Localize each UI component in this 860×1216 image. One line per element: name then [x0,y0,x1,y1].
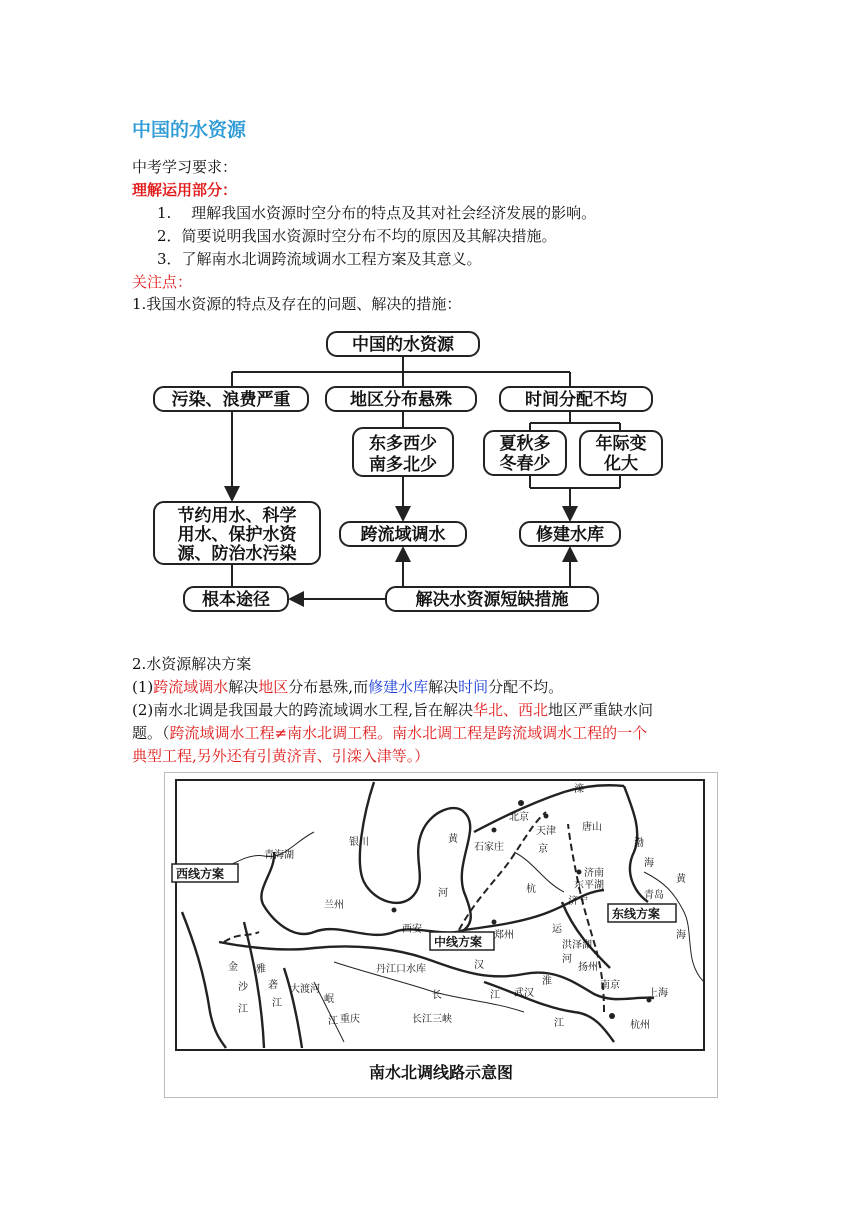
map-yinchuan: 银川 [349,837,369,848]
map-hai: 海 [644,858,654,869]
diagram-fundamental: 根本途径 [202,590,270,610]
map-chang: 长 [432,990,442,1001]
map-shijiazhuang: 石家庄 [474,842,504,853]
understand-heading: 理解运用部分： [132,181,238,199]
map-ya: 雅 [256,964,266,975]
map-qinghai: 青海湖 [264,850,294,861]
diagram-save-2: 用水、保护水资 [177,525,297,545]
diagram-eastwest-1: 东多西少 [369,434,437,454]
p1-a: (1) [132,678,154,696]
requirement-item: 2．简要说明我国水资源时空分布不均的原因及其解决措施。 [157,227,557,245]
map-shanghai: 上海 [648,988,668,999]
map-he: 河 [438,888,448,899]
p1-d: 地区 [258,678,289,696]
map-yangzhou: 扬州 [578,962,598,973]
diagram-summer-1: 夏秋多 [499,434,551,454]
solution-paragraph-2-line-3: 典型工程,另外还有引黄济青、引滦入津等。） [132,747,430,765]
solution-paragraph-2-line-1 [132,699,653,721]
page-title: 中国的水资源 [132,119,247,141]
map-jing: 京 [538,844,548,855]
map-huang2: 黄 [676,874,686,885]
map-luan: 滦 [574,784,584,795]
map-sha: 沙 [238,982,248,993]
diagram-eastwest-2: 南多北少 [369,455,437,475]
map-hangzhou: 杭州 [630,1020,650,1031]
p2-d: 题。（ [132,724,170,742]
p1-i: 分配不均。 [488,678,564,696]
map-qingdao: 青岛 [644,890,664,901]
requirement-item: 3．了解南水北调跨流域调水工程方案及其意义。 [157,250,482,268]
map-hai2: 海 [676,930,686,941]
focus-heading: 关注点： [132,273,193,291]
p1-f: 修建水库 [368,678,429,696]
map-zhengzhou: 郑州 [494,930,514,941]
p1-b: 跨流域调水 [153,678,229,696]
diagram-summer-2: 冬春少 [499,454,551,474]
map-jiang2: 江 [238,1004,248,1015]
map-east-route: 东线方案 [612,907,661,921]
map-dadu: 大渡河 [290,984,320,995]
diagram-reservoir: 修建水库 [536,525,604,545]
diagram-pollution: 污染、浪费严重 [171,390,291,410]
diagram-transfer: 跨流域调水 [360,525,446,545]
p2-e: 跨流域调水工程≠南水北调工程。南水北调工程是跨流域调水工程的一个 [169,724,648,742]
p1-c: 解决 [228,678,259,696]
map-sanxia: 长江三峡 [412,1014,452,1025]
map-tianjin: 天津 [536,826,556,837]
map-long: 砻 [268,980,278,991]
diagram-save-3: 源、防治水污染 [177,544,297,564]
diagram-time: 时间分配不均 [525,390,627,410]
map-lanzhou: 兰州 [324,900,344,911]
map-chongqing: 重庆 [340,1014,360,1025]
p2-c: 地区严重缺水问 [548,701,654,719]
point-1-heading: 1.我国水资源的特点及存在的问题、解决的措施： [132,295,462,313]
map-nanjing: 南京 [600,980,620,991]
p1-h: 时间 [458,678,489,696]
map-huai: 淮 [542,976,552,987]
water-resource-diagram [150,328,670,618]
diagram-annual-2: 化大 [604,454,638,474]
map-jinan: 济南 [584,868,604,879]
map-han: 汉 [474,960,484,971]
map-jiang: 江 [490,990,500,1001]
map-beijing: 北京 [509,812,529,823]
diagram-save-1: 节约用水、科学 [177,506,297,526]
p2-a: (2)南水北调是我国最大的跨流域调水工程,旨在解决 [132,701,474,719]
diagram-annual-1: 年际变 [595,434,647,454]
map-hongze: 洪泽湖 [562,940,592,951]
map-tangshan: 唐山 [582,822,602,833]
map-jin: 金 [228,962,238,973]
map-he2: 河 [562,954,572,965]
p1-e: 分布悬殊,而 [288,678,369,696]
map-jiang4: 江 [328,1016,338,1027]
map-caption: 南水北调线路示意图 [368,1063,514,1082]
map-yun: 运 [552,924,562,935]
map-yellow: 黄 [448,834,458,845]
diagram-region: 地区分布悬殊 [350,390,452,410]
requirements-heading: 中考学习要求： [132,158,238,176]
requirement-item: 1. 理解我国水资源时空分布的特点及其对社会经济发展的影响。 [157,204,597,222]
p2-b: 华北、西北 [473,701,549,719]
map-wuhan: 武汉 [514,988,534,999]
map-danjiangkou: 丹江口水库 [376,964,426,975]
p1-g: 解决 [428,678,459,696]
solution-paragraph-2-line-2 [132,722,647,744]
map-bo: 渤 [634,838,644,849]
map-min: 岷 [324,994,334,1005]
solution-paragraph-1 [132,676,563,698]
map-hang: 杭 [526,884,536,895]
map-jining: 济宁 [568,896,588,907]
map-xian: 西安 [402,924,422,935]
map-jiang5: 江 [554,1018,564,1029]
map-middle-route: 中线方案 [434,935,483,949]
water-diversion-map [164,772,718,1098]
map-dongping: 东平湖 [574,880,604,891]
point-2-heading: 2.水资源解决方案 [132,655,252,673]
diagram-measures: 解决水资源短缺措施 [415,590,569,610]
diagram-root: 中国的水资源 [352,335,454,355]
map-west-route: 西线方案 [176,867,225,881]
map-jiang3: 江 [272,998,282,1009]
